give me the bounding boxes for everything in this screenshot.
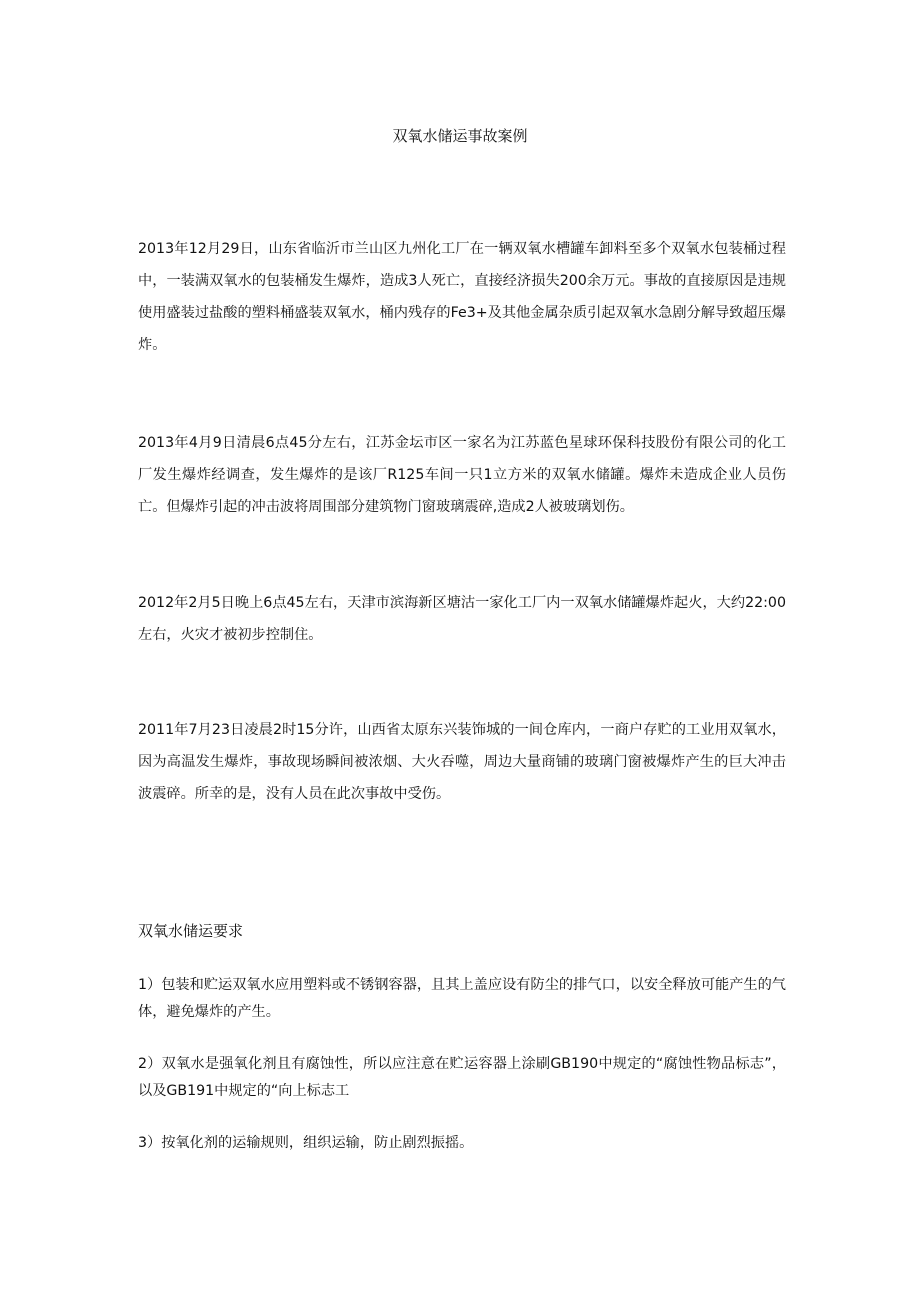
accident-paragraph-2013-04: 2013年4月9日清晨6点45分左右，江苏金坛市区一家名为江苏蓝色星球环保科技股份有限公司的化工厂发生爆炸经调查，发生爆炸的是该厂R125车间一只1立方米的双氧水储罐。爆炸未造成企业人员伤亡。但爆炸引起的冲击波将周围部分建筑物门窗玻璃震碎,造成2人被玻璃划伤。 xyxy=(138,435,786,515)
accident-paragraph-2013-12: 2013年12月29日，山东省临沂市兰山区九州化工厂在一辆双氧水槽罐车卸料至多个双氧水包装桶过程中，一装满双氧水的包装桶发生爆炸，造成3人死亡，直接经济损失200余万元。事故的直接原因是违规使用盛装过盐酸的塑料桶盛装双氧水，桶内残存的Fe3+及其他金属杂质引起双氧水急剧分解导致超压爆炸。 xyxy=(138,241,786,353)
accident-paragraph-2011-07: 2011年7月23日凌晨2时15分许，山西省太原东兴装饰城的一间仓库内，一商户存贮的工业用双氧水，因为高温发生爆炸，事故现场瞬间被浓烟、大火吞噬，周边大量商铺的玻璃门窗被爆炸产生的巨大冲击波震碎。所幸的是，没有人员在此次事故中受伤。 xyxy=(138,722,786,802)
requirement-item-2: 2）双氧水是强氧化剂且有腐蚀性，所以应注意在贮运容器上涂刷GB190中规定的“腐蚀性物品标志”，以及GB191中规定的“向上标志工 xyxy=(138,1056,786,1099)
document-title: 双氧水储运事故案例 xyxy=(392,127,528,145)
requirement-item-1: 1）包装和贮运双氧水应用塑料或不锈钢容器，且其上盖应设有防尘的排气口，以安全释放可能产生的气体，避免爆炸的产生。 xyxy=(138,977,786,1020)
requirements-heading: 双氧水储运要求 xyxy=(138,922,244,940)
accident-paragraph-2012-02: 2012年2月5日晚上6点45左右，天津市滨海新区塘沽一家化工厂内一双氧水储罐爆炸起火，大约22:00左右，火灾才被初步控制住。 xyxy=(138,595,786,643)
requirement-item-3: 3）按氧化剂的运输规则，组织运输，防止剧烈振摇。 xyxy=(138,1135,474,1151)
